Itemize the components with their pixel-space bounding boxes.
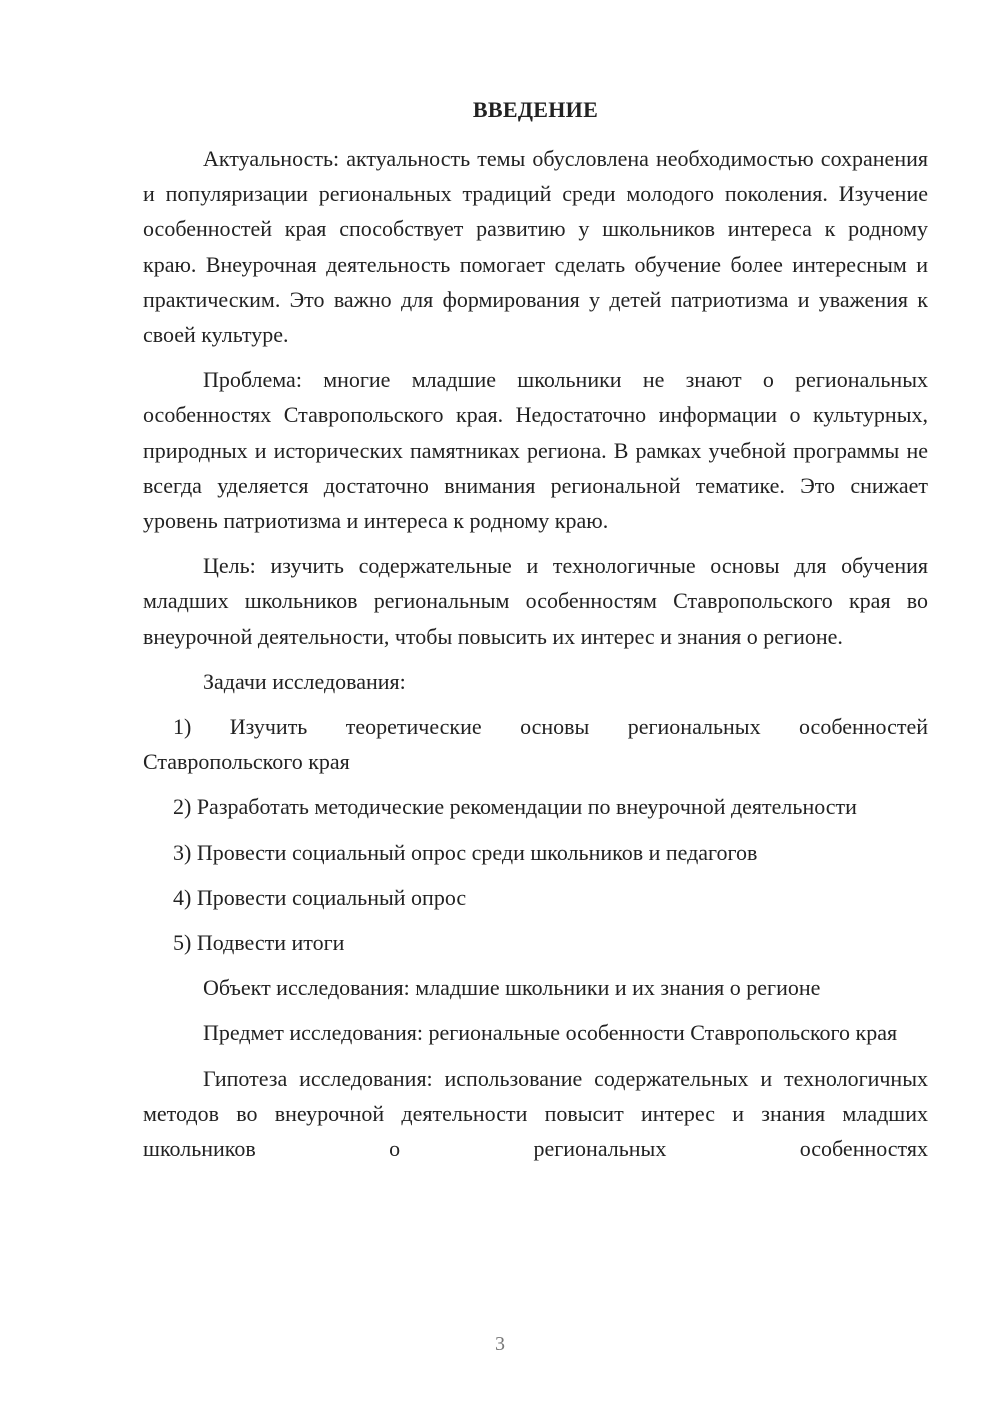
hypothesis-paragraph: Гипотеза исследования: использование содержательных и технологичных методов во внеурочной деятельности повысит интерес и знания младших школьников о региональных особенностях xyxy=(143,1065,928,1162)
page-number: 3 xyxy=(495,1333,505,1355)
task-item-2: 2) Разработать методические рекомендации по внеурочной деятельности xyxy=(173,794,857,820)
goal-paragraph: Цель: изучить содержательные и технологичные основы для обучения младших школьников региональным особенностям Ставропольского края во внеурочной деятельности, чтобы повысить их интерес и знания о регионе. xyxy=(143,553,928,649)
problem-paragraph: Проблема: многие младшие школьники не знают о региональных особенностях Ставропольского края. Недостаточно информации о культурных, природных и исторических памятниках региона. В рамках учебной программы не всегда уделяется достаточно внимания региональной тематике. Это снижает уровень патриотизма и интереса к родному краю. xyxy=(143,367,928,534)
document-page xyxy=(143,95,928,1166)
section-title: ВВЕДЕНИЕ xyxy=(472,97,599,122)
task-item-4: 4) Провести социальный опрос xyxy=(173,884,467,910)
relevance-paragraph: Актуальность: актуальность темы обусловлена необходимостью сохранения и популяризации региональных традиций среди молодого поколения. Изучение особенностей края способствует развитию у школьников интереса к родному краю. Внеурочная деятельность помогает сделать обучение более интересным и практическим. Это важно для формирования у детей патриотизма и уважения к своей культуре. xyxy=(143,146,928,348)
tasks-heading: Задачи исследования: xyxy=(203,668,406,694)
task-item-5: 5) Подвести итоги xyxy=(173,930,345,956)
task-item-3: 3) Провести социальный опрос среди школьников и педагогов xyxy=(173,839,758,865)
subject-paragraph: Предмет исследования: региональные особенности Ставропольского края xyxy=(203,1020,898,1046)
object-paragraph: Объект исследования: младшие школьники и их знания о регионе xyxy=(203,975,821,1001)
task-item-1: 1) Изучить теоретические основы региональных особенностей Ставропольского края xyxy=(143,714,928,775)
